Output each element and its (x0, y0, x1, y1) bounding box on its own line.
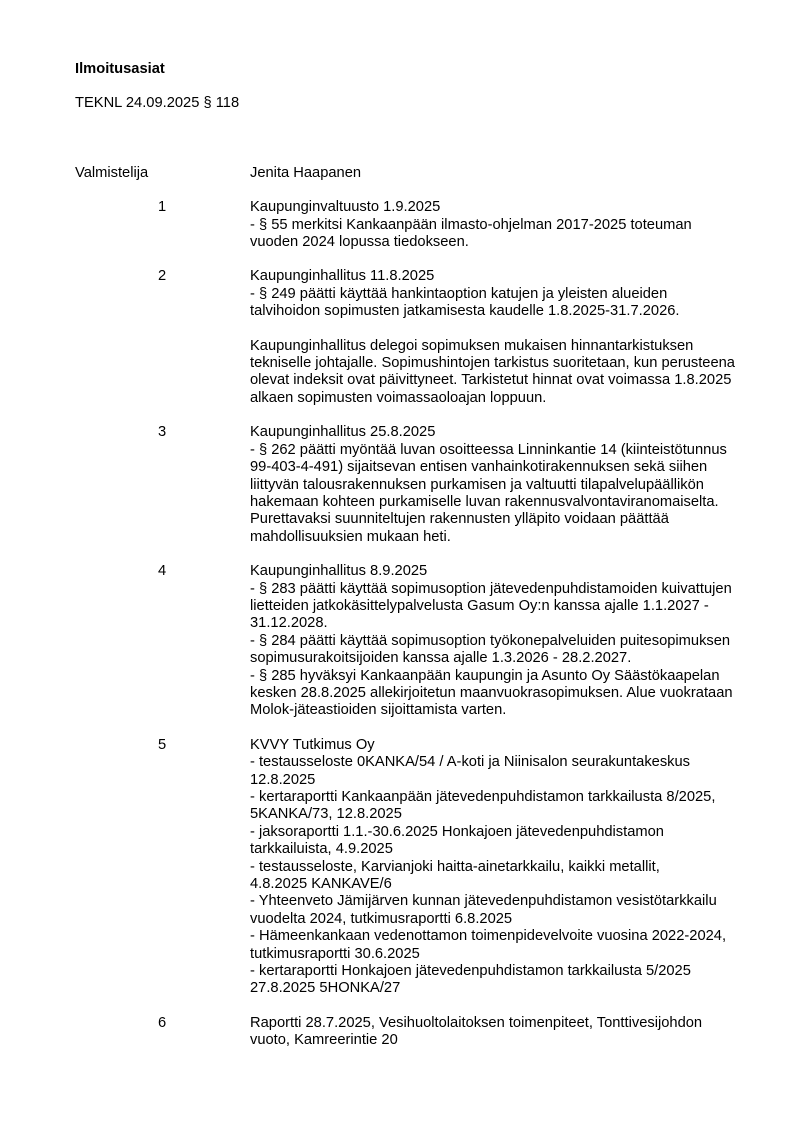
text-line: Kaupunginhallitus 25.8.2025 (250, 424, 436, 441)
text-line: kesken 28.8.2025 allekirjoitetun maanvuokrasopimuksen. Alue vuokrataan (250, 684, 733, 701)
agenda-item (75, 199, 754, 251)
text-line: - kertaraportti Honkajoen jätevedenpuhdistamon tarkkailusta 5/2025 (250, 963, 691, 980)
text-line: 31.12.2028. (250, 615, 328, 632)
text-line: Kaupunginhallitus 11.8.2025 (250, 268, 435, 285)
agenda-item (75, 424, 754, 546)
text-line: Kaupunginhallitus delegoi sopimuksen mukaisen hinnantarkistuksen (250, 337, 694, 354)
page-title: Ilmoitusasiat (75, 61, 165, 77)
item-paragraph (250, 563, 754, 720)
text-line: Kaupunginhallitus 8.9.2025 (250, 563, 428, 580)
item-paragraph (250, 199, 754, 251)
text-line: Purettavaksi suunniteltujen rakennusten ylläpito voidaan päättää (250, 511, 669, 528)
text-line: hakemaan kohteen purkamiselle luvan rakennusvalvontaviranomaiselta. (250, 493, 719, 510)
text-line: - kertaraportti Kankaanpään jätevedenpuhdistamon tarkkailusta 8/2025, (250, 789, 716, 805)
item-content (250, 1015, 754, 1050)
item-content (250, 563, 754, 720)
text-line: - § 55 merkitsi Kankaanpään ilmasto-ohjelman 2017-2025 toteuman (250, 216, 692, 233)
agenda-item (75, 563, 754, 720)
text-line: - Yhteenveto Jämijärven kunnan jätevedenpuhdistamon vesistötarkkailu (250, 893, 717, 910)
text-line: - jaksoraportti 1.1.-30.6.2025 Honkajoen jätevedenpuhdistamon (250, 823, 664, 840)
text-line: sopimusurakoitsijoiden kanssa ajalle 1.3.2026 - 28.2.2027. (250, 650, 632, 667)
item-paragraph (250, 424, 754, 546)
text-line: 27.8.2025 5HONKA/27 (250, 980, 401, 997)
item-number: 6 (158, 1014, 167, 1031)
agenda-item (75, 737, 754, 998)
items-list (75, 199, 754, 1049)
preparer-name: Jenita Haapanen (250, 164, 362, 181)
item-paragraph (250, 268, 754, 320)
text-line: - Hämeenkankaan vedenottamon toimenpidevelvoite vuosina 2022-2024, (250, 928, 727, 945)
text-line: - § 249 päätti käyttää hankintaoption katujen ja yleisten alueiden (250, 285, 668, 302)
text-line: vuoden 2024 lopussa tiedokseen. (250, 234, 469, 251)
text-line: - testausseloste 0KANKA/54 / A-koti ja Niinisalon seurakuntakeskus (250, 754, 691, 771)
item-number: 5 (158, 736, 167, 753)
text-line: tarkkailuista, 4.9.2025 (250, 841, 393, 858)
text-line: talvihoidon sopimusten jatkamisesta kaudelle 1.8.2025-31.7.2026. (250, 303, 680, 320)
item-paragraph (250, 338, 754, 408)
text-line: - § 285 hyväksyi Kankaanpään kaupungin ja Asunto Oy Säästökaapelan (250, 667, 720, 684)
text-line: tutkimusraportti 30.6.2025 (250, 945, 420, 962)
text-line: Molok-jäteastioiden sijoittamista varten. (250, 702, 507, 719)
agenda-item (75, 1015, 754, 1050)
text-line: mahdollisuuksien mukaan heti. (250, 528, 451, 545)
item-content (250, 737, 754, 998)
text-line: liittyvän talousrakennuksen purkamisen ja valtuutti tilapalvelupäällikön (250, 476, 704, 493)
text-line: - § 283 päätti käyttää sopimusoption jätevedenpuhdistamoiden kuivattujen (250, 580, 732, 597)
preparer-row (75, 165, 754, 182)
item-content (250, 199, 754, 251)
text-line: KVVY Tutkimus Oy (250, 736, 375, 753)
text-line: 12.8.2025 (250, 771, 316, 788)
text-line: Kaupunginvaltuusto 1.9.2025 (250, 199, 441, 216)
item-number: 4 (158, 563, 167, 580)
text-line: Raportti 28.7.2025, Vesihuoltolaitoksen toimenpiteet, Tonttivesijohdon (250, 1014, 703, 1031)
item-number: 3 (158, 424, 167, 441)
preparer-label: Valmistelija (75, 164, 149, 181)
text-line: - § 262 päätti myöntää luvan osoitteessa Linninkantie 14 (kiinteistötunnus (250, 441, 727, 458)
text-line: vuodelta 2024, tutkimusraportti 6.8.2025 (250, 910, 513, 927)
text-line: lietteiden jatkokäsittelypalvelusta Gasum Oy:n kanssa ajalle 1.1.2027 - (250, 597, 709, 614)
text-line: 5KANKA/73, 12.8.2025 (250, 806, 402, 823)
text-line: vuoto, Kamreerintie 20 (250, 1032, 398, 1049)
text-line: - testausseloste, Karvianjoki haitta-ainetarkkailu, kaikki metallit, (250, 858, 660, 875)
item-paragraph (250, 1015, 754, 1050)
item-number: 2 (158, 268, 167, 285)
section-reference: TEKNL 24.09.2025 § 118 (75, 95, 240, 112)
item-number: 1 (158, 199, 167, 216)
item-content (250, 424, 754, 546)
text-line: alkaen sopimusten voimassaoloajan loppuun. (250, 389, 547, 406)
item-paragraph (250, 737, 754, 998)
text-line: - § 284 päätti käyttää sopimusoption työkonepalveluiden puitesopimuksen (250, 632, 731, 649)
text-line: 4.8.2025 KANKAVE/6 (250, 876, 392, 893)
item-content (250, 268, 754, 407)
text-line: tekniselle johtajalle. Sopimushintojen tarkistus suoritetaan, kun perusteena (250, 355, 735, 372)
text-line: olevat indeksit ovat päivittyneet. Tarkistetut hinnat ovat voimassa 1.8.2025 (250, 372, 732, 389)
text-line: 99-403-4-491) sijaitsevan entisen vanhainkotirakennuksen sekä siihen (250, 459, 708, 476)
agenda-item (75, 268, 754, 407)
